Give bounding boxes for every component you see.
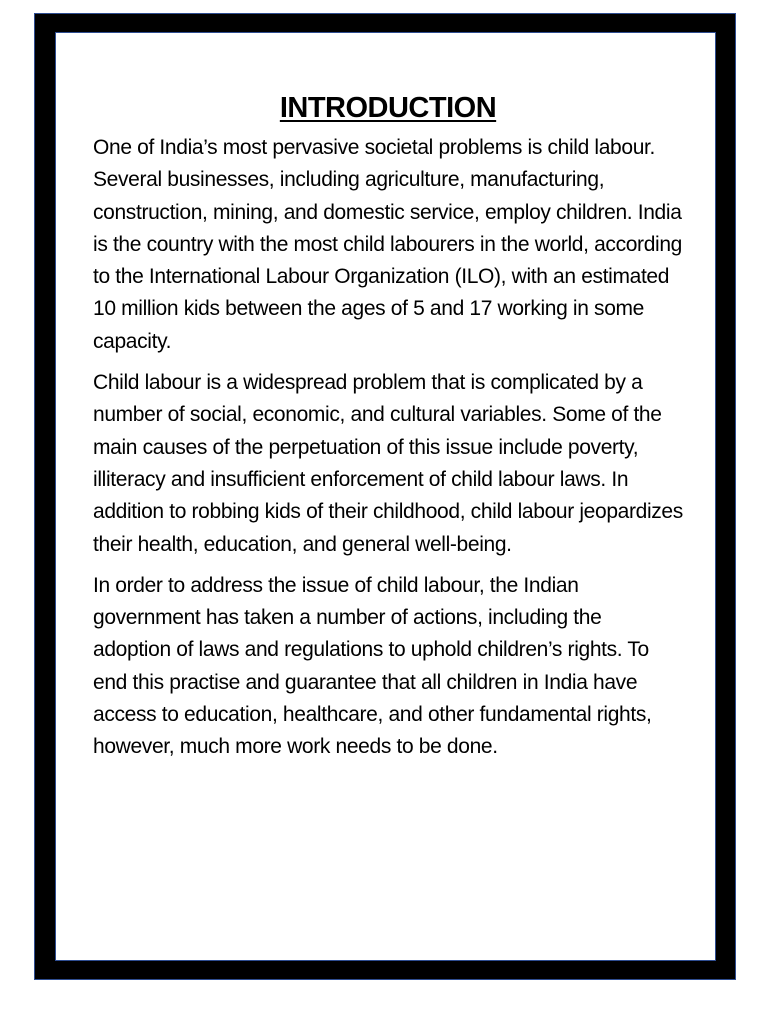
document-body (93, 88, 683, 773)
document-title: INTRODUCTION (279, 92, 497, 124)
paragraph-causes: Child labour is a widespread problem that is complicated by a number of social, economic, and cultural variables. Some of the main causes of the perpetuation of this issue include poverty, illiteracy and insufficient enforcement of child labour laws. In addition to robbing kids of their childhood, child labour jeopardizes their health, education, and general well-being. (93, 371, 683, 556)
paragraph-government-actions: In order to address the issue of child labour, the Indian government has taken a number of actions, including the adoption of laws and regulations to uphold children’s rights. To end this practise and guarantee that all children in India have access to education, healthcare, and other fundamental rights, however, much more work needs to be done. (93, 573, 652, 759)
paragraph-intro: One of India’s most pervasive societal problems is child labour. Several businesses, including agriculture, manufacturing, construction, mining, and domestic service, employ children. India is the country with the most child labourers in the world, according to the International Labour Organization (ILO), with an estimated 10 million kids between the ages of 5 and 17 working in some capacity. (93, 136, 682, 353)
